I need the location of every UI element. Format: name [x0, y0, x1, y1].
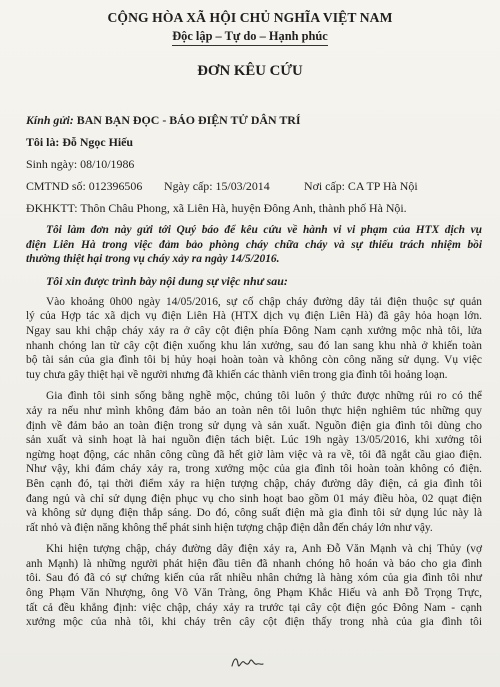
- intro-line: Tôi làm đơn này gửi tới Quý báo để kêu cứu về hành vi vi phạm của HTX dịch vụ: [46, 224, 482, 236]
- paragraph-line: Vào khoảng 0h00 ngày 14/05/2016, sự cố chập cháy đường dây tải điện thuộc sự quản: [46, 295, 482, 308]
- lead-line: Tôi xin được trình bày nội dung sự việc như sau:: [46, 273, 288, 288]
- paragraph-line: ông Phạm Văn Nhượng, ông Võ Văn Tràng, ông Phạm Khắc Hiếu và anh Đỗ Trọng Trực,: [26, 587, 482, 600]
- paragraph-line: ngừng hoạt động, các nhân công cũng đã hết giờ làm việc và ra về, tôi đã ngắt cầu giao điện.: [26, 448, 482, 461]
- recipient-line: [26, 112, 482, 128]
- paragraph-line: Ngay sau khi chập cháy xảy ra ở cây cột điện phía Đông Nam cạnh xưởng mộc nhà tôi, lửa: [26, 324, 482, 337]
- paragraph-line: Như vậy, khi đám cháy xảy ra, trong xưởng mộc của gia đình tôi hoàn toàn không có điện.: [26, 463, 482, 476]
- paragraph-3: [26, 542, 482, 630]
- paragraph-line: rất nhỏ và điện năng không thể phát sinh hiện tượng chập điện dẫn đến cháy lớn như vậy.: [26, 521, 433, 534]
- paragraph-line: Gia đình tôi sinh sống bằng nghề mộc, chúng tôi luôn ý thức được những rủi ro có thể: [46, 390, 482, 403]
- recipient-label: Kính gửi:: [26, 113, 74, 127]
- document-header: [0, 0, 500, 80]
- intro-paragraph: [26, 223, 482, 267]
- intro-line: thường thiệt hại trong vụ cháy xảy ra ngày 14/5/2016.: [26, 253, 280, 266]
- paragraph-line: xưởng mộc của nhà tôi, khi cháy trên cây cột điện thấy trong nhà của gia đình tôi: [26, 616, 482, 629]
- paragraph-1: [26, 295, 482, 383]
- paragraph-line: tôi. Sau đó đã có sự chứng kiến của rất nhiều nhân chứng là hàng xóm của gia đình tôi như: [26, 572, 482, 585]
- sender-id-number: CMTND số: 012396506: [26, 179, 143, 193]
- sender-id-issue-date: Ngày cấp: 15/03/2014: [164, 179, 270, 193]
- paragraph-line: tất cả đều khẳng định: việc chập, cháy xảy ra trước tại cây cột điện góc Đông Nam - cạnh: [26, 601, 482, 614]
- paragraph-line: Bên cạnh đó, tại thời điểm xảy ra hiện tượng chập, cháy đường dây điện, cả gia đình tôi: [26, 477, 482, 490]
- recipient-value: BAN BẠN ĐỌC - BÁO ĐIỆN TỬ DÂN TRÍ: [76, 113, 301, 127]
- intro-line: điện Liên Hà trong việc đảm bảo phòng cháy chữa cháy và sự thiếu trách nhiệm bồi: [26, 238, 482, 251]
- national-title: CỘNG HÒA XÃ HỘI CHỦ NGHĨA VIỆT NAM: [107, 10, 393, 25]
- paragraph-line: sản xuất và sinh hoạt là hai nguồn điện tách biệt. Lúc 19h ngày 13/05/2016, khi xưởng tôi: [26, 434, 482, 447]
- paragraph-line: và không sử dụng điện thắp sáng. Do đó, công suất điện mà gia đình tôi sử dụng lúc này là: [26, 507, 482, 520]
- paragraph-line: định về đảm bảo an toàn điện trong sử dụng và sản xuất. Nguồn điện gia đình tôi dùng cho: [26, 419, 482, 432]
- sender-address: ĐKHKTT: Thôn Châu Phong, xã Liên Hà, huyện Đông Anh, thành phố Hà Nội.: [26, 201, 407, 215]
- paragraph-line: anh Mạnh) là những người phát hiện đầu tiên đã nhanh chóng hô hoán và báo cho gia đình: [26, 557, 482, 570]
- paragraph-line: nhanh chóng lan từ cây cột điện xuống khu lán xưởng, sau đó lan sang khu nhà ở khiến toàn: [26, 339, 482, 352]
- paragraph-line: xảy ra nếu như mình không đảm bảo an toàn nên tôi luôn thực hiện nghiêm túc những quy: [26, 404, 482, 417]
- paragraph-line: bộ tài sản của gia đình tôi bị hủy hoại hoàn toàn và không còn công năng sử dụng. Vụ việc: [26, 354, 482, 367]
- handwritten-signature: [226, 652, 266, 674]
- document-body: [26, 112, 482, 630]
- paragraph-2: [26, 389, 482, 535]
- sender-name: Tôi là: Đỗ Ngọc Hiếu: [26, 135, 134, 149]
- sender-id-issue-place: Nơi cấp: CA TP Hà Nội: [304, 179, 418, 193]
- paragraph-line: tuy chưa gây thiệt hại về người nhưng đã khiến các thành viên trong gia đình tôi hoảng loạn.: [26, 368, 448, 381]
- paragraph-line: Khi hiện tượng chập, cháy đường dây điện xảy ra, Anh Đỗ Văn Mạnh và chị Thủy (vợ: [46, 543, 482, 556]
- document-title: ĐƠN KÊU CỨU: [197, 63, 303, 79]
- paragraph-line: đang ngủ và chỉ sử dụng điện phục vụ cho sinh hoạt bao gồm 01 máy điều hòa, 02 quạt điện: [26, 492, 482, 505]
- paragraph-line: lý của Hợp tác xã dịch vụ điện Liên Hà (HTX dịch vụ điện Liên Hà) đã gây hỏa hoạn lớn.: [26, 310, 482, 323]
- sender-dob: Sinh ngày: 08/10/1986: [26, 157, 135, 171]
- sender-id-row: [26, 178, 482, 194]
- national-motto: Độc lập – Tự do – Hạnh phúc: [172, 28, 328, 46]
